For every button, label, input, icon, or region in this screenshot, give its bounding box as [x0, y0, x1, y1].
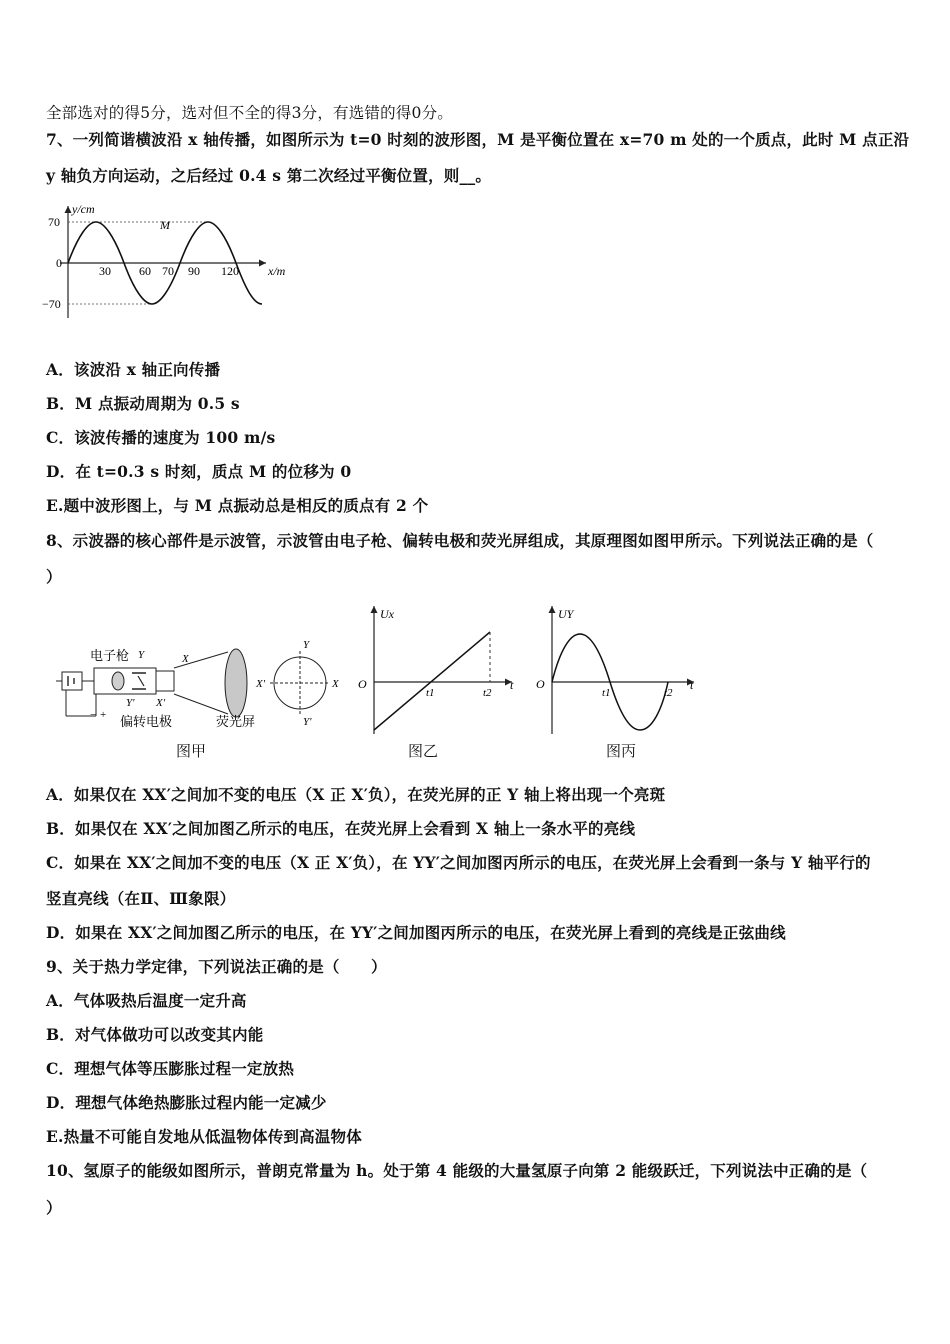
q8-option-b: B．如果仅在 XX′之间加图乙所示的电压，在荧光屏上会看到 X 轴上一条水平的亮线: [46, 819, 636, 838]
q7-y-label: y/cm: [72, 202, 95, 216]
q7-option-b: B．M 点振动周期为 0.5 s: [46, 394, 240, 413]
q8-label-electrode: 偏转电极: [120, 714, 173, 729]
q7-xtick-120: 120: [221, 264, 239, 278]
q7-ytick-0: 0: [56, 256, 62, 270]
q8-label-xp-gun: X′: [156, 697, 166, 709]
q8-uy-t: t: [690, 678, 694, 692]
q8-ux-t: t: [510, 678, 514, 692]
q9-option-d: D．理想气体绝热膨胀过程内能一定减少: [46, 1093, 327, 1112]
q8-figure-tube: [56, 638, 356, 748]
q7-option-a: A．该波沿 x 轴正向传播: [46, 360, 221, 379]
q7-xtick-70: 70: [162, 264, 174, 278]
q7-point-m: M: [160, 218, 170, 232]
q8-uy-origin: O: [536, 677, 545, 691]
q7-xtick-60: 60: [139, 264, 151, 278]
q8-figure-ux: [352, 600, 522, 740]
q8-uy-ylabel: UY: [558, 607, 574, 621]
q8-label-gun: 电子枪: [90, 648, 130, 663]
q9-option-e: E.热量不可能自发地从低温物体传到高温物体: [46, 1127, 362, 1146]
q8-caption-a: 图甲: [176, 742, 207, 760]
q8-stem-line2: ）: [46, 567, 62, 586]
intro-line: 全部选对的得5分，选对但不全的得3分，有选错的得0分。: [46, 104, 453, 122]
q7-wave-figure: [40, 200, 300, 325]
q8-uy-t1: t1: [602, 687, 611, 699]
q8-label-y-gun: Y: [138, 649, 145, 661]
q7-xtick-90: 90: [188, 264, 200, 278]
q7-option-d: D．在 t=0.3 s 时刻，质点 M 的位移为 0: [46, 462, 352, 481]
q8-option-c: C．如果在 XX′之间加不变的电压（X 正 X′负），在 YY′之间加图丙所示的电压，在荧光屏上会看到一条与 Y 轴平行的: [46, 853, 871, 872]
q8-ux-t2: t2: [483, 687, 492, 699]
q8-figure-uy: [530, 600, 700, 740]
q8-electron-gun: [112, 672, 124, 690]
q8-label-plus: +: [100, 709, 107, 721]
q8-label-minus: −: [90, 709, 97, 721]
q7-stem-line2: y 轴负方向运动，之后经过 0.4 s 第二次经过平衡位置，则__。: [46, 166, 492, 185]
q8-uy-t2: t2: [664, 687, 673, 699]
q8-option-d: D．如果在 XX′之间加图乙所示的电压，在 YY′之间加图丙所示的电压，在荧光屏上看到的亮线是正弦曲线: [46, 923, 786, 942]
q8-option-a: A．如果仅在 XX′之间加不变的电压（X 正 X′负），在荧光屏的正 Y 轴上将出现一个亮斑: [46, 785, 666, 804]
q7-option-e: E.题中波形图上，与 M 点振动总是相反的质点有 2 个: [46, 496, 429, 515]
q8-caption-c: 图丙: [606, 742, 637, 760]
q8-option-c-cont: 竖直亮线（在Ⅱ、Ⅲ象限）: [46, 889, 236, 908]
q8-label-screen: 荧光屏: [216, 714, 256, 729]
q7-x-label: x/m: [268, 264, 286, 278]
q8-label-yp-gun: Y′: [126, 697, 135, 709]
q8-label-screen-x: X: [332, 678, 339, 690]
q8-stem-line1: 8、示波器的核心部件是示波管，示波管由电子枪、偏转电极和荧光屏组成，其原理图如图甲所示。下列说法正确的是（: [46, 531, 874, 550]
q10-stem-line2: ）: [46, 1198, 62, 1217]
q7-stem-line1: 7、一列简谐横波沿 x 轴传播，如图所示为 t=0 时刻的波形图，M 是平衡位置在 x=70 m 处的一个质点，此时 M 点正沿: [46, 130, 910, 149]
q7-ytick-70: 70: [48, 215, 60, 229]
q7-xtick-30: 30: [99, 264, 111, 278]
q8-label-screen-yp: Y′: [303, 716, 312, 728]
q8-ux-origin: O: [358, 677, 367, 691]
q8-ux-ylabel: Ux: [380, 607, 394, 621]
q9-option-b: B．对气体做功可以改变其内能: [46, 1025, 264, 1044]
q8-label-screen-y: Y: [303, 639, 310, 651]
q10-stem-line1: 10、氢原子的能级如图所示，普朗克常量为 h。处于第 4 能级的大量氢原子向第 2 能级跃迁，下列说法中正确的是（: [46, 1161, 868, 1180]
q9-stem: 9、关于热力学定律，下列说法正确的是（ ）: [46, 957, 387, 976]
q8-caption-b: 图乙: [408, 742, 439, 760]
q7-option-c: C．该波传播的速度为 100 m/s: [46, 428, 276, 447]
q9-option-a: A．气体吸热后温度一定升高: [46, 991, 247, 1010]
q8-fluorescent-screen: [225, 649, 247, 717]
q8-ux-t1: t1: [426, 687, 435, 699]
q8-ux-ramp: [374, 632, 490, 730]
q8-label-x-gun: X: [182, 653, 189, 665]
q9-option-c: C．理想气体等压膨胀过程一定放热: [46, 1059, 295, 1078]
q8-label-screen-xp: X′: [256, 678, 266, 690]
q7-ytick-neg70: −70: [42, 297, 61, 311]
